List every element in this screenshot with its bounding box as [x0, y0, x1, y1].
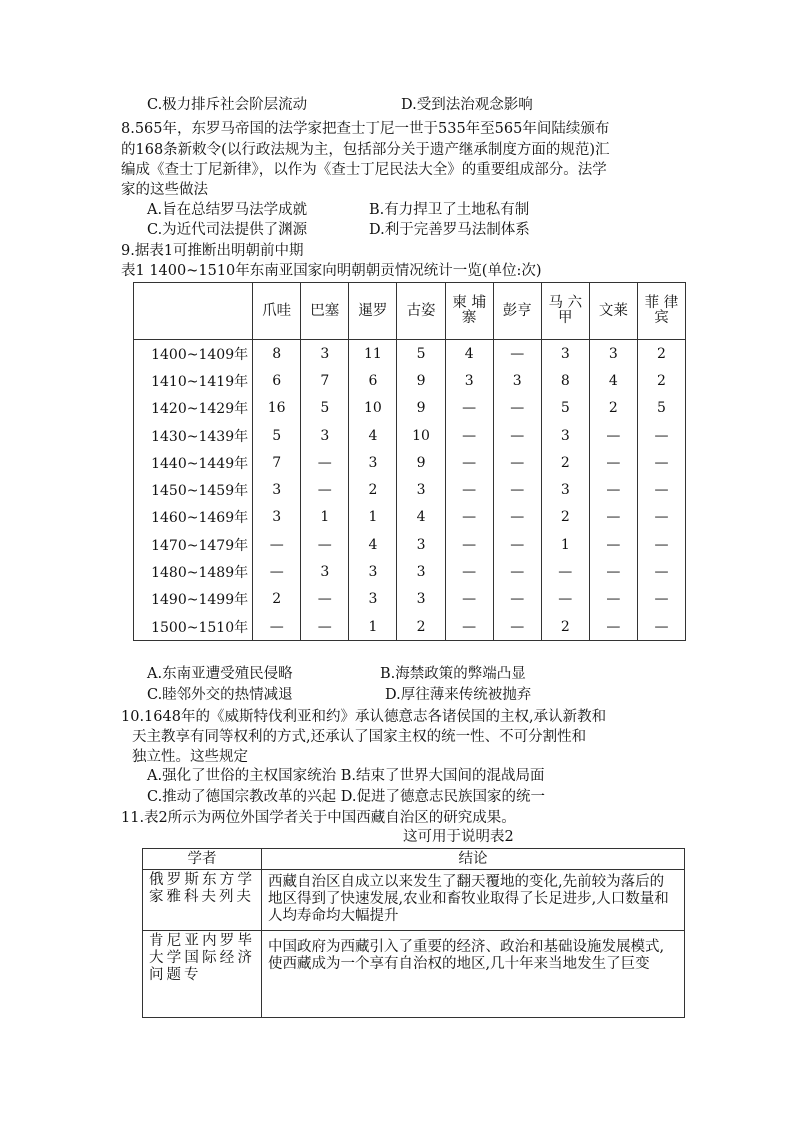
- q8-stem-line-4: 家的这些做法: [121, 182, 208, 198]
- table1-value-cell: 2: [541, 449, 589, 476]
- table1-value-cell: 5: [637, 395, 685, 422]
- table1-col-header: 菲 律 宾: [637, 283, 685, 340]
- table1-value-cell: —: [445, 531, 493, 558]
- table1-value-cell: 3: [397, 476, 445, 503]
- table1-row: [134, 422, 686, 449]
- q8-option-a: A.旨在总结罗马法学成就: [147, 202, 308, 218]
- table2-conclusion-cell: 西藏自治区自成立以来发生了翻天覆地的变化,先前较为落后的地区得到了快速发展,农业和畜牧业取得了长足进步,人口数量和人均寿命均大幅提升: [262, 870, 685, 931]
- table1-period-cell: 1440~1449年: [134, 449, 253, 476]
- table1-row: [134, 504, 686, 531]
- table1-value-cell: —: [253, 531, 301, 558]
- table1-row: [134, 613, 686, 641]
- table1-period-cell: 1470~1479年: [134, 531, 253, 558]
- table1-value-cell: —: [637, 449, 685, 476]
- table1-value-cell: 7: [301, 367, 349, 394]
- table1-value-cell: 5: [301, 395, 349, 422]
- q8-stem-line-2: 的168条新敕令(以行政法规为主，包括部分关于遗产继承制度方面的规范)汇: [121, 142, 610, 158]
- table1-value-cell: —: [589, 613, 637, 641]
- table1-value-cell: 4: [397, 504, 445, 531]
- table1-value-cell: 3: [349, 558, 397, 585]
- table1-col-header: 马 六 甲: [541, 283, 589, 340]
- table1-value-cell: 3: [445, 367, 493, 394]
- q11-stem: 11.表2所示为两位外国学者关于中国西藏自治区的研究成果。: [121, 810, 516, 826]
- table1: [133, 282, 686, 641]
- table1-col-header: 彭亨: [493, 283, 541, 340]
- table1-value-cell: —: [445, 504, 493, 531]
- q8-option-d: D.利于完善罗马法制体系: [369, 222, 530, 238]
- table1-value-cell: 3: [493, 367, 541, 394]
- table1-row: [134, 340, 686, 368]
- table2-scholar-cell: 肯尼亚内罗毕大学国际经济问题专: [143, 931, 262, 1018]
- table1-value-cell: 3: [397, 531, 445, 558]
- q9-option-a: A.东南亚遭受殖民侵略: [147, 666, 293, 682]
- table1-value-cell: —: [637, 476, 685, 503]
- table1-title: 表1 1400~1510年东南亚国家向明朝朝贡情况统计一览(单位:次): [121, 263, 542, 279]
- q10-options-cd: C.推动了德国宗教改革的兴起 D.促进了德意志民族国家的统一: [147, 789, 546, 805]
- q10-stem-line-3: 独立性。这些规定: [132, 749, 248, 765]
- table1-value-cell: —: [589, 586, 637, 613]
- table1-period-cell: 1430~1439年: [134, 422, 253, 449]
- table1-value-cell: 3: [301, 340, 349, 368]
- table1-header-row: [134, 283, 686, 340]
- q9-stem: 9.据表1可推断出明朝前中期: [121, 243, 304, 259]
- table2-header-conclusion: 结论: [262, 849, 685, 870]
- table1-value-cell: 1: [301, 504, 349, 531]
- table1-value-cell: 3: [541, 340, 589, 368]
- table1-period-cell: 1460~1469年: [134, 504, 253, 531]
- table1-value-cell: —: [589, 449, 637, 476]
- table1-row: [134, 586, 686, 613]
- q11-stem-continued: 这可用于说明表2: [403, 829, 514, 845]
- table1-value-cell: 3: [541, 422, 589, 449]
- table1-value-cell: 4: [589, 367, 637, 394]
- table1-value-cell: —: [445, 558, 493, 585]
- table2-header-row: [143, 849, 685, 870]
- table1-value-cell: 2: [541, 613, 589, 641]
- table1-value-cell: 5: [253, 422, 301, 449]
- q8-stem-line-3: 编成《查士丁尼新律》，以作为《查士丁尼民法大全》的重要组成部分。法学: [121, 162, 607, 178]
- q9-option-b: B.海禁政策的弊端凸显: [380, 666, 526, 682]
- table1-value-cell: —: [301, 449, 349, 476]
- table1-value-cell: —: [493, 613, 541, 641]
- table1-value-cell: 9: [397, 449, 445, 476]
- table1-value-cell: 8: [541, 367, 589, 394]
- table1-value-cell: —: [589, 531, 637, 558]
- table1-value-cell: 8: [253, 340, 301, 368]
- table1-value-cell: 4: [349, 531, 397, 558]
- q9-option-d: D.厚往薄来传统被抛弃: [385, 687, 532, 703]
- table1-value-cell: 2: [541, 504, 589, 531]
- table1-value-cell: 3: [301, 558, 349, 585]
- table1-value-cell: —: [589, 422, 637, 449]
- q7-option-c: C.极力排斥社会阶层流动: [147, 97, 308, 113]
- table1-value-cell: —: [493, 395, 541, 422]
- table1-value-cell: 3: [253, 504, 301, 531]
- table1-value-cell: 1: [541, 531, 589, 558]
- table1-value-cell: —: [493, 449, 541, 476]
- table1-col-header: 柬 埔 寨: [445, 283, 493, 340]
- table1-value-cell: 2: [637, 340, 685, 368]
- table1-value-cell: —: [637, 504, 685, 531]
- table1-value-cell: 3: [589, 340, 637, 368]
- table1-value-cell: 2: [637, 367, 685, 394]
- table1-value-cell: 3: [301, 422, 349, 449]
- table1-value-cell: —: [493, 422, 541, 449]
- table1-value-cell: —: [493, 531, 541, 558]
- table1-value-cell: 3: [253, 476, 301, 503]
- table1-value-cell: —: [637, 586, 685, 613]
- table2-conclusion-cell: 中国政府为西藏引入了重要的经济、政治和基础设施发展模式,使西藏成为一个享有自治权的地区,几十年来当地发生了巨变: [262, 931, 685, 1018]
- table1-col-header: 巴塞: [301, 283, 349, 340]
- table1-value-cell: —: [493, 586, 541, 613]
- q8-option-c: C.为近代司法提供了渊源: [147, 222, 308, 238]
- table1-value-cell: —: [637, 558, 685, 585]
- table1-value-cell: 10: [349, 395, 397, 422]
- table1-period-cell: 1400~1409年: [134, 340, 253, 368]
- table1-col-header: 文莱: [589, 283, 637, 340]
- q10-stem-line-2: 天主教享有同等权利的方式,还承认了国家主权的统一性、不可分割性和: [132, 729, 587, 745]
- table1-corner-cell: [134, 283, 253, 340]
- table1-value-cell: —: [589, 504, 637, 531]
- table2-row: [143, 870, 685, 931]
- table1-value-cell: —: [637, 422, 685, 449]
- table1-period-cell: 1410~1419年: [134, 367, 253, 394]
- table1-value-cell: 9: [397, 367, 445, 394]
- table1-value-cell: —: [445, 586, 493, 613]
- table1-value-cell: 5: [541, 395, 589, 422]
- table1-value-cell: 10: [397, 422, 445, 449]
- table1-value-cell: —: [637, 531, 685, 558]
- table1-value-cell: 4: [349, 422, 397, 449]
- table1-row: [134, 449, 686, 476]
- table1-value-cell: 3: [397, 558, 445, 585]
- table1-row: [134, 476, 686, 503]
- table1-value-cell: —: [253, 613, 301, 641]
- q8-option-b: B.有力捍卫了土地私有制: [369, 202, 530, 218]
- table1-value-cell: 2: [397, 613, 445, 641]
- table1-value-cell: —: [493, 476, 541, 503]
- table1-value-cell: —: [493, 340, 541, 368]
- table1-period-cell: 1500~1510年: [134, 613, 253, 641]
- table1-col-header: 暹罗: [349, 283, 397, 340]
- table1-value-cell: —: [493, 558, 541, 585]
- table1-value-cell: —: [301, 613, 349, 641]
- table1-col-header: 古姿: [397, 283, 445, 340]
- table1-period-cell: 1490~1499年: [134, 586, 253, 613]
- table1-value-cell: 2: [589, 395, 637, 422]
- table1-value-cell: 7: [253, 449, 301, 476]
- table1-col-header: 爪哇: [253, 283, 301, 340]
- table1-value-cell: —: [445, 449, 493, 476]
- table1-value-cell: —: [445, 476, 493, 503]
- table1-value-cell: 2: [349, 476, 397, 503]
- table1-value-cell: —: [445, 395, 493, 422]
- table1-value-cell: 5: [397, 340, 445, 368]
- table2-row: [143, 931, 685, 1018]
- q10-stem-line-1: 10.1648年的《威斯特伐利亚和约》承认德意志各诸侯国的主权,承认新教和: [121, 709, 607, 725]
- table1-value-cell: —: [589, 558, 637, 585]
- table1-value-cell: 1: [349, 504, 397, 531]
- table1-value-cell: 6: [253, 367, 301, 394]
- table1-value-cell: —: [301, 531, 349, 558]
- table1-value-cell: —: [541, 586, 589, 613]
- table1-value-cell: 3: [397, 586, 445, 613]
- table1-value-cell: —: [637, 613, 685, 641]
- table1-value-cell: —: [493, 504, 541, 531]
- table1-value-cell: 16: [253, 395, 301, 422]
- table1-row: [134, 531, 686, 558]
- table1-value-cell: —: [301, 586, 349, 613]
- table2-header-scholar: 学者: [143, 849, 262, 870]
- table1-value-cell: 3: [349, 449, 397, 476]
- table1-value-cell: 4: [445, 340, 493, 368]
- table1-value-cell: —: [445, 613, 493, 641]
- table2-scholar-cell: 俄罗斯东方学家雅科夫列夫: [143, 870, 262, 931]
- table1-value-cell: 3: [349, 586, 397, 613]
- q8-stem-line-1: 8.565年，东罗马帝国的法学家把查士丁尼一世于535年至565年间陆续颁布: [121, 121, 610, 137]
- table2: [142, 848, 685, 1018]
- table1-row: [134, 367, 686, 394]
- table1-value-cell: —: [589, 476, 637, 503]
- q7-option-d: D.受到法治观念影响: [401, 97, 533, 113]
- table1-period-cell: 1480~1489年: [134, 558, 253, 585]
- table1-value-cell: 3: [541, 476, 589, 503]
- table1-value-cell: 1: [349, 613, 397, 641]
- table1-value-cell: 2: [253, 586, 301, 613]
- q9-option-c: C.睦邻外交的热情减退: [147, 687, 293, 703]
- table1-value-cell: —: [445, 422, 493, 449]
- table1-value-cell: 9: [397, 395, 445, 422]
- table1-value-cell: —: [301, 476, 349, 503]
- q10-options-ab: A.强化了世俗的主权国家统治 B.结束了世界大国间的混战局面: [147, 768, 545, 784]
- table1-period-cell: 1450~1459年: [134, 476, 253, 503]
- table1-row: [134, 395, 686, 422]
- table1-period-cell: 1420~1429年: [134, 395, 253, 422]
- table1-value-cell: 6: [349, 367, 397, 394]
- table1-row: [134, 558, 686, 585]
- table1-value-cell: 11: [349, 340, 397, 368]
- table1-value-cell: —: [541, 558, 589, 585]
- table1-value-cell: —: [253, 558, 301, 585]
